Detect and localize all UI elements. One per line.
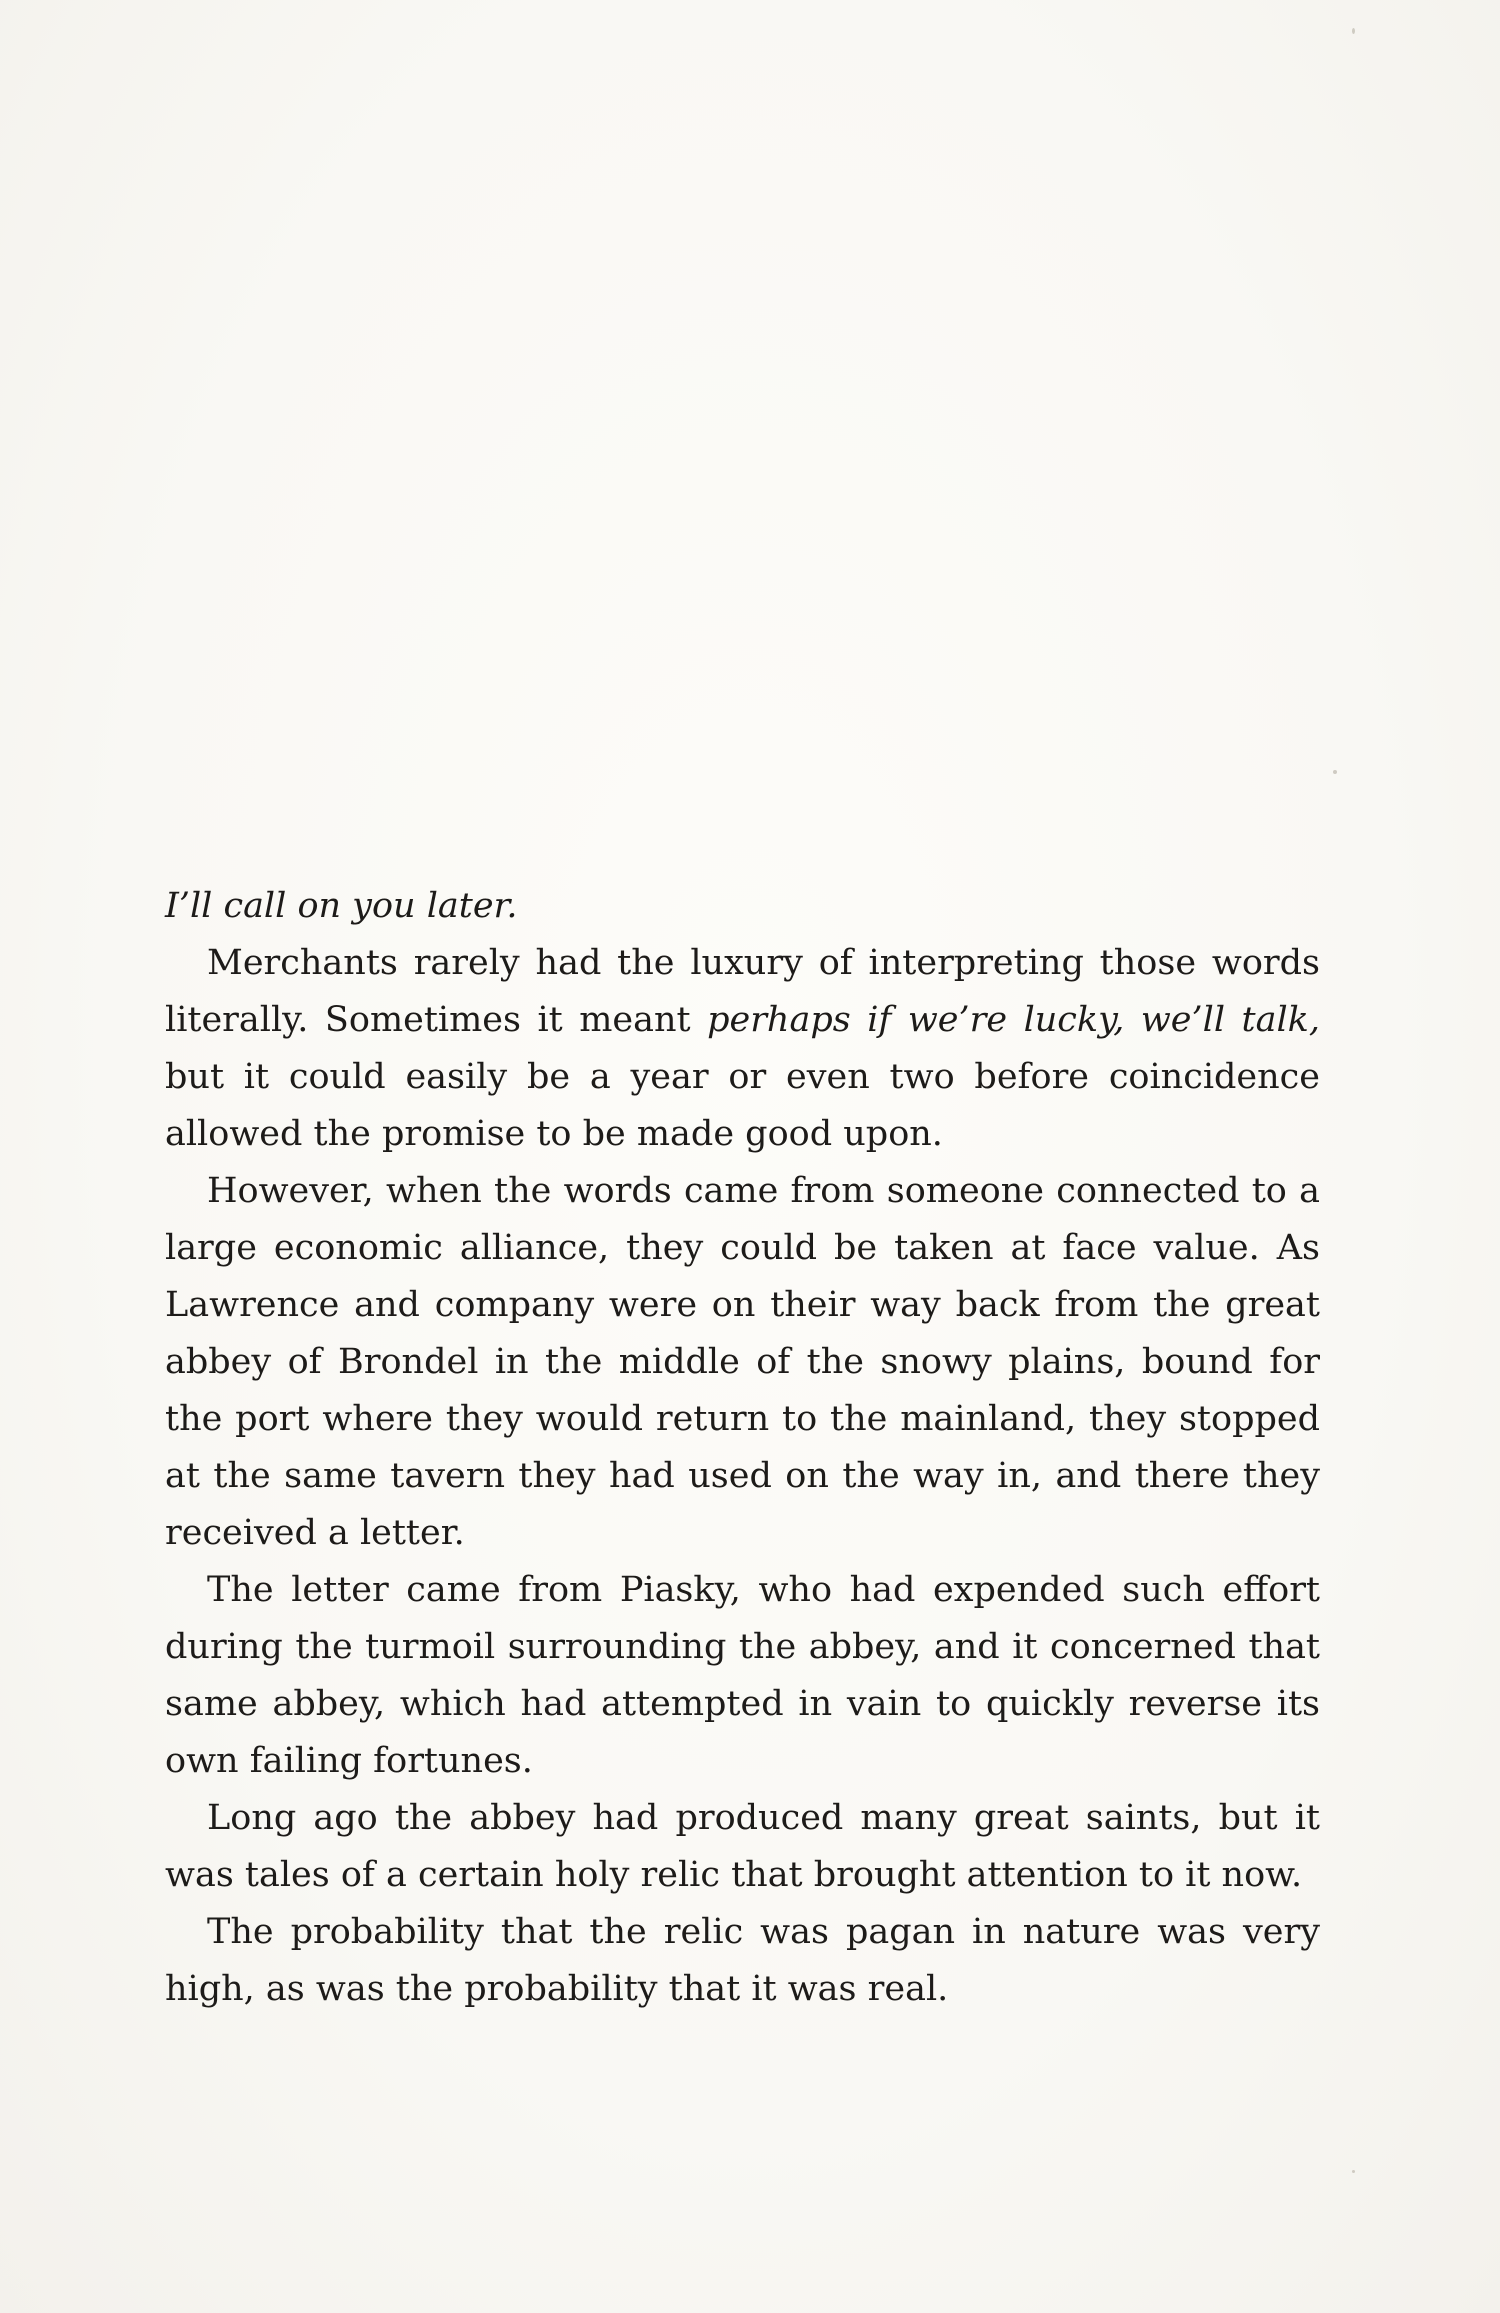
paragraph-3: However, when the words came from someone connected to a large economic alliance, they could be taken at face value. As Lawrence and company were on their way back from the great abbey of Brondel in the middle of the snowy plains, bound for the port where they would return to the mainland, they stopped at the same tavern they had used on the way in, and there they received a letter. xyxy=(165,1171,1320,1553)
paper-speck xyxy=(1352,28,1355,34)
paragraph-2-italic: perhaps if we’re lucky, we’ll talk, xyxy=(707,1000,1320,1040)
paragraph-2-start: Merchants rarely had the luxury of interpreting those words literally. Sometimes it meant xyxy=(165,943,1320,1040)
body-text xyxy=(165,878,1320,2018)
paragraph-5: Long ago the abbey had produced many great saints, but it was tales of a certain holy relic that brought attention to it now. xyxy=(165,1798,1320,1895)
paragraph-2 xyxy=(165,935,1320,1163)
paragraph-4: The letter came from Piasky, who had expended such effort during the turmoil surrounding the abbey, and it concerned that same abbey, which had attempted in vain to quickly reverse its own failing fortunes. xyxy=(165,1570,1320,1781)
paragraph-1: I’ll call on you later. xyxy=(165,886,518,926)
paragraph-2-end: but it could easily be a year or even two before coincidence allowed the promise to be made good upon. xyxy=(165,1057,1320,1154)
paragraph-6: The probability that the relic was pagan in nature was very high, as was the probability that it was real. xyxy=(165,1912,1320,2009)
paper-speck xyxy=(1333,770,1337,774)
paper-speck xyxy=(1352,2170,1355,2173)
